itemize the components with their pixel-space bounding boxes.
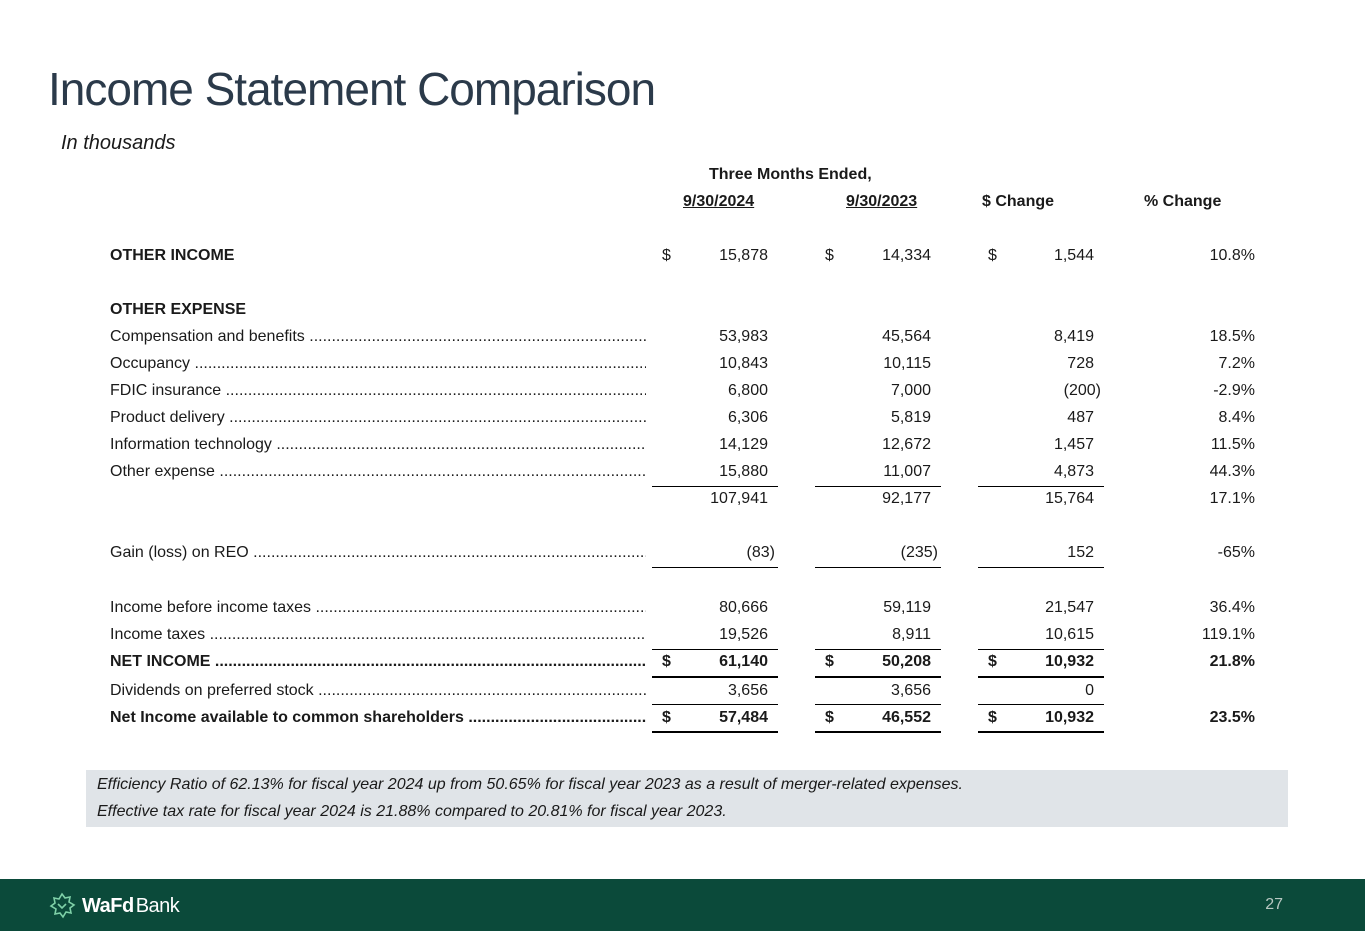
value-2024: 57,484 [719, 709, 768, 726]
brand-name-bold: WaFd [82, 894, 134, 917]
section-label: OTHER EXPENSE [110, 301, 247, 318]
row-preferred-dividends [0, 679, 1365, 706]
value-2023: 7,000 [890, 382, 931, 399]
subtotal-rule [815, 704, 941, 705]
value-2024: 10,843 [719, 355, 768, 372]
col-header-pct-change: % Change [1144, 193, 1222, 210]
value-2023: 14,334 [882, 247, 931, 264]
value-pct-change: 7.2% [1218, 355, 1255, 372]
row-label: Income before income taxes ..... [110, 599, 646, 617]
row-income-taxes [0, 623, 1365, 650]
value-pct-change: 8.4% [1218, 409, 1255, 426]
page-title: Income Statement Comparison [48, 63, 656, 115]
value-2024: 15,878 [719, 247, 768, 264]
currency-symbol: $ [988, 709, 997, 726]
row-occupancy [0, 352, 1365, 379]
row-product-delivery [0, 406, 1365, 433]
total-rule [978, 676, 1104, 678]
value-2023: 50,208 [882, 653, 931, 670]
page-number: 27 [1265, 896, 1283, 913]
value-dollar-change: 1,544 [1053, 247, 1094, 264]
row-other-expense-header [0, 298, 1365, 325]
currency-symbol: $ [662, 247, 671, 264]
row-expense-total [0, 487, 1365, 514]
currency-symbol: $ [988, 247, 997, 264]
wafd-logo-icon [48, 892, 76, 920]
subtotal-rule [815, 567, 941, 568]
currency-symbol: $ [988, 653, 997, 670]
period-group-header: Three Months Ended, [709, 166, 872, 183]
row-label: Gain (loss) on REO ..... [110, 544, 646, 562]
brand-logo [48, 893, 179, 919]
subtotal-rule [652, 704, 778, 705]
value-dollar-change: 152 [1067, 544, 1094, 561]
row-label: FDIC insurance ..... [110, 382, 646, 400]
row-label: Income taxes ..... [110, 626, 646, 644]
row-label: Dividends on preferred stock ..... [110, 682, 646, 700]
tax-rate-note: Effective tax rate for fiscal year 2024 is 21.88% compared to 20.81% for fiscal year 2023. [97, 803, 727, 820]
total-rule [652, 676, 778, 678]
currency-symbol: $ [825, 709, 834, 726]
value-2024: 14,129 [719, 436, 768, 453]
currency-symbol: $ [825, 247, 834, 264]
row-net-income [0, 650, 1365, 677]
value-dollar-change: 4,873 [1053, 463, 1094, 480]
value-dollar-change: 21,547 [1045, 599, 1094, 616]
value-2023: 8,911 [892, 626, 931, 643]
page-subtitle: In thousands [61, 132, 176, 154]
value-dollar-change: 487 [1067, 409, 1094, 426]
row-information-technology [0, 433, 1365, 460]
row-label: Other expense ..... [110, 463, 646, 481]
total-rule [815, 731, 941, 733]
row-fdic [0, 379, 1365, 406]
value-2023: 46,552 [882, 709, 931, 726]
efficiency-ratio-note: Efficiency Ratio of 62.13% for fiscal year 2024 up from 50.65% for fiscal year 2023 as a result of merger-related expenses. [97, 776, 963, 793]
value-2023: 45,564 [882, 328, 931, 345]
currency-symbol: $ [662, 709, 671, 726]
value-pct-change: 17.1% [1209, 490, 1255, 507]
brand-name-light: Bank [135, 894, 180, 917]
value-dollar-change: 10,932 [1045, 709, 1094, 726]
subtotal-rule [652, 567, 778, 568]
row-gain-loss-reo [0, 541, 1365, 568]
value-2024: 6,800 [727, 382, 768, 399]
row-label: Product delivery ..... [110, 409, 646, 427]
value-pct-change: 119.1% [1201, 626, 1255, 643]
value-pct-change: 11.5% [1210, 436, 1255, 453]
value-pct-change: 36.4% [1209, 599, 1255, 616]
row-label: OTHER INCOME [110, 247, 235, 264]
value-2024: 61,140 [719, 653, 768, 670]
row-net-income-common [0, 706, 1365, 733]
value-2023: 11,007 [883, 463, 931, 480]
row-other-expense [0, 460, 1365, 487]
total-rule [978, 731, 1104, 733]
value-dollar-change: 10,615 [1045, 626, 1094, 643]
value-2023: 10,115 [883, 355, 931, 372]
commentary-box [86, 770, 1288, 827]
row-compensation [0, 325, 1365, 352]
value-dollar-change: 15,764 [1045, 490, 1094, 507]
value-pct-change: -2.9% [1213, 382, 1255, 399]
col-header-2024: 9/30/2024 [683, 193, 755, 210]
value-dollar-change: 8,419 [1053, 328, 1094, 345]
value-2024: 6,306 [727, 409, 768, 426]
subtotal-rule [978, 567, 1104, 568]
total-rule [652, 731, 778, 733]
currency-symbol: $ [662, 653, 671, 670]
value-2023: (235) [900, 544, 938, 561]
value-2023: 59,119 [883, 599, 931, 616]
value-dollar-change: 1,457 [1053, 436, 1094, 453]
row-label: Compensation and benefits ..... [110, 328, 646, 346]
col-header-dollar-change: $ Change [982, 193, 1055, 210]
value-2023: 5,819 [890, 409, 931, 426]
value-2024: (83) [746, 544, 775, 561]
row-income-before-taxes [0, 596, 1365, 623]
value-pct-change: 23.5% [1209, 709, 1255, 726]
footer-bar [0, 879, 1365, 931]
value-2024: 107,941 [710, 490, 768, 507]
value-2024: 3,656 [727, 682, 768, 699]
value-2023: 12,672 [882, 436, 931, 453]
value-dollar-change: (200) [1063, 382, 1101, 399]
value-dollar-change: 10,932 [1045, 653, 1094, 670]
row-label: Net Income available to common shareholders ..... [110, 709, 646, 727]
value-dollar-change: 728 [1067, 355, 1094, 372]
col-header-2023: 9/30/2023 [846, 193, 918, 210]
row-other-income [0, 244, 1365, 271]
value-2024: 15,880 [719, 463, 768, 480]
value-2023: 3,656 [890, 682, 931, 699]
currency-symbol: $ [825, 653, 834, 670]
value-dollar-change: 0 [1085, 682, 1094, 699]
value-pct-change: 18.5% [1209, 328, 1255, 345]
row-label: Occupancy ..... [110, 355, 646, 373]
subtotal-rule [978, 704, 1104, 705]
value-2024: 53,983 [719, 328, 768, 345]
value-pct-change: 44.3% [1209, 463, 1255, 480]
row-label: Information technology ..... [110, 436, 646, 454]
value-pct-change: 21.8% [1209, 653, 1255, 670]
value-pct-change: 10.8% [1209, 247, 1255, 264]
total-rule [815, 676, 941, 678]
value-2024: 19,526 [719, 626, 768, 643]
row-label: NET INCOME ..... [110, 653, 646, 671]
value-2024: 80,666 [719, 599, 768, 616]
value-2023: 92,177 [882, 490, 931, 507]
value-pct-change: -65% [1217, 544, 1255, 561]
